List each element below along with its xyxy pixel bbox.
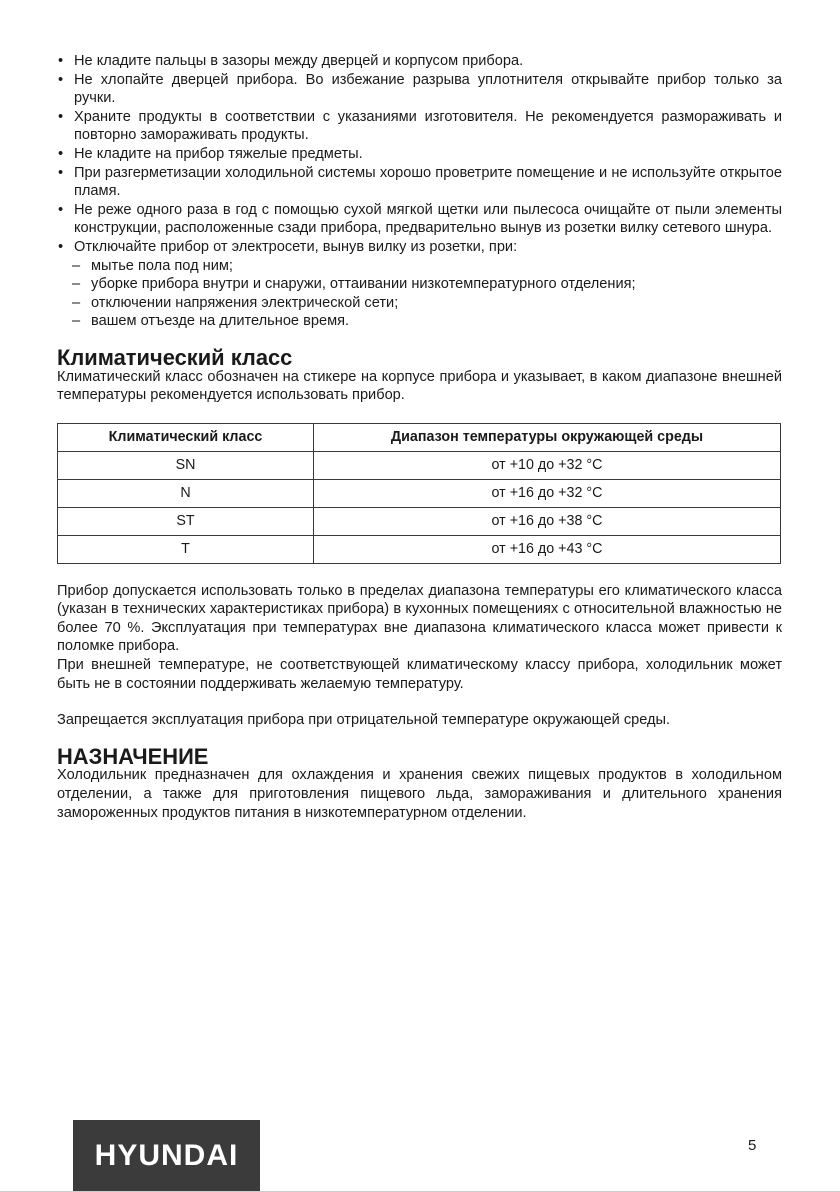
table-header-row (58, 423, 781, 451)
table-cell: от +16 до +32 °С (314, 479, 781, 507)
list-item: – отключении напряжения электрической сети; (57, 294, 782, 313)
safety-list (57, 52, 782, 257)
table-cell: от +16 до +38 °С (314, 507, 781, 535)
table-cell: от +16 до +43 °С (314, 535, 781, 563)
list-item: – уборке прибора внутри и снаружи, оттаивании низкотемпературного отделения; (57, 275, 782, 294)
list-item: • Не кладите пальцы в зазоры между дверцей и корпусом прибора. (57, 52, 782, 71)
table-header-cell: Климатический класс (58, 423, 314, 451)
climate-usage-note: Прибор допускается использовать только в пределах диапазона температуры его климатического класса (указан в технических характеристиках прибора) в кухонных помещениях с относительной влажностью не более 70 %. Эксплуатация при температурах вне диапазона климатического класса может привести к поломке прибора. (57, 582, 782, 655)
climate-mismatch-note: При внешней температуре, не соответствующей климатическому классу прибора, холодильник может быть не в состоянии поддерживать желаемую температуру. (57, 657, 782, 692)
table-row (58, 507, 781, 535)
list-item: • При разгерметизации холодильной системы хорошо проветрите помещение и не используйте открытое пламя. (57, 164, 782, 201)
table-cell: N (58, 479, 314, 507)
purpose-heading: НАЗНАЧЕНИЕ (57, 743, 209, 769)
table-row (58, 479, 781, 507)
climate-class-heading: Климатический класс (57, 344, 293, 370)
climate-class-intro: Климатический класс обозначен на стикере на корпусе прибора и указывает, в каком диапазоне внешней температуры рекомендуется использовать прибор. (57, 368, 782, 404)
list-item: • Не кладите на прибор тяжелые предметы. (57, 145, 782, 164)
list-item: – вашем отъезде на длительное время. (57, 312, 782, 331)
purpose-text: Холодильник предназначен для охлаждения и хранения свежих пищевых продуктов в холодильном отделении, а также для приготовления пищевого льда, замораживания и длительного хранения замороженных продуктов питания в низкотемпературном отделении. (57, 767, 782, 821)
table-row (58, 451, 781, 479)
unplug-cases-list (57, 257, 782, 331)
logo-text: HYUNDAI (94, 1138, 239, 1172)
list-item: • Храните продукты в соответствии с указаниями изготовителя. Не рекомендуется размораживать и повторно замораживать продукты. (57, 108, 782, 145)
page-number: 5 (748, 1137, 757, 1154)
table-cell: от +10 до +32 °С (314, 451, 781, 479)
table-cell: ST (58, 507, 314, 535)
table-cell: T (58, 535, 314, 563)
table-header-cell: Диапазон температуры окружающей среды (314, 423, 781, 451)
list-item: – мытье пола под ним; (57, 257, 782, 276)
climate-class-table (57, 423, 781, 564)
list-item: • Отключайте прибор от электросети, вынув вилку из розетки, при: (57, 238, 782, 257)
negative-temperature-warning: Запрещается эксплуатация прибора при отрицательной температуре окружающей среды. (57, 712, 671, 729)
list-item: • Не реже одного раза в год с помощью сухой мягкой щетки или пылесоса очищайте от пыли элементы конструкции, расположенные сзади прибора, предварительно вынув из розетки вилку сетевого шнура. (57, 201, 782, 238)
page-content (57, 52, 782, 822)
table-cell: SN (58, 451, 314, 479)
list-item: • Не хлопайте дверцей прибора. Во избежание разрыва уплотнителя открывайте прибор только за ручки. (57, 71, 782, 108)
table-row (58, 535, 781, 563)
hyundai-logo (73, 1120, 260, 1192)
